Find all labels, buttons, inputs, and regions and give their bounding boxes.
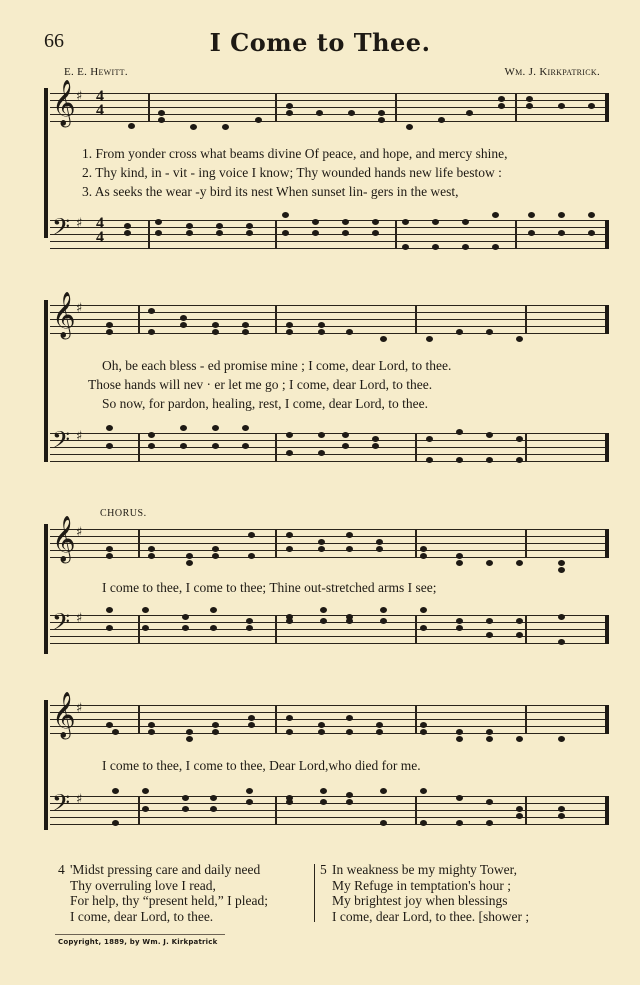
music-system-2 (44, 292, 609, 480)
key-signature-sharp-icon: ♯ (76, 701, 83, 716)
verse-4 (58, 862, 268, 924)
verse-5 (320, 862, 529, 924)
verse-1-lyric-line-a: 1. From yonder cross what beams divine Of peace, and hope, and mercy shine, (82, 146, 508, 161)
key-signature-sharp-icon: ♯ (76, 611, 83, 626)
verse-3-lyric-line-a: 3. As seeks the wear -y bird its nest When sunset lin- gers in the west, (82, 184, 459, 199)
verse-line: My brightest joy when blessings (332, 893, 508, 908)
verse-number: 5 (320, 862, 327, 877)
treble-staff (50, 692, 609, 738)
verse-line: In weakness be my mighty Tower, (332, 862, 517, 877)
verse-line: For help, thy “present held,” I plead; (70, 893, 268, 908)
verse-line: I come, dear Lord, to thee. (70, 908, 214, 924)
verse-2-lyric-line-a: 2. Thy kind, in - vit - ing voice I know; Thy wounded hands new life bestow : (82, 165, 502, 180)
bass-clef-icon: 𝄢 (52, 789, 71, 822)
bass-staff (50, 608, 609, 643)
copyright-notice: Copyright, 1889, by Wm. J. Kirkpatrick (58, 938, 218, 946)
bass-staff (50, 789, 609, 824)
verse-line: I come, dear Lord, to thee. [shower ; (332, 908, 530, 924)
treble-staff (50, 516, 609, 562)
bass-staff (50, 213, 609, 248)
music-system-chorus-1 (44, 508, 609, 668)
verse-line: Thy overruling love I read, (70, 877, 216, 893)
verse-2-lyric-line-b: Those hands will nev · er let me go ; I come, dear Lord, to thee. (88, 377, 433, 392)
music-system-chorus-2 (44, 692, 609, 840)
page-number: 66 (44, 30, 64, 52)
verse-3-lyric-line-b: So now, for pardon, healing, rest, I come, dear Lord, to thee. (102, 396, 429, 411)
hymn-title: I Come to Thee. (209, 28, 431, 57)
key-signature-sharp-icon: ♯ (76, 89, 83, 104)
time-signature: 4 4 (96, 88, 104, 119)
treble-clef-icon: 𝄞 (52, 692, 76, 738)
chorus-label: CHORUS. (100, 508, 147, 519)
verse-divider (314, 864, 315, 922)
chorus-lyric-line-1: I come to thee, I come to thee; Thine out-stretched arms I see; (102, 580, 437, 595)
key-signature-sharp-icon: ♯ (76, 216, 83, 231)
time-signature: 4 4 (96, 215, 104, 246)
bass-clef-icon: 𝄢 (52, 608, 71, 641)
treble-staff (50, 80, 609, 126)
lyricist-credit: E. E. Hewitt. (64, 66, 128, 78)
key-signature-sharp-icon: ♯ (76, 301, 83, 316)
key-signature-sharp-icon: ♯ (76, 429, 83, 444)
verse-1-lyric-line-b: Oh, be each bless - ed promise mine ; I come, dear Lord, to thee. (102, 358, 452, 373)
treble-staff (50, 292, 609, 338)
treble-clef-icon: 𝄞 (52, 292, 76, 338)
verse-line: My Refuge in temptation's hour ; (332, 877, 512, 893)
verse-line: 'Midst pressing care and daily need (70, 862, 261, 877)
verse-number: 4 (58, 862, 65, 877)
bass-clef-icon: 𝄢 (52, 426, 71, 459)
chorus-lyric-line-2: I come to thee, I come to thee, Dear Lord,who died for me. (102, 758, 421, 773)
system-brace (44, 88, 48, 238)
key-signature-sharp-icon: ♯ (76, 792, 83, 807)
composer-credit: Wm. J. Kirkpatrick. (504, 66, 600, 78)
key-signature-sharp-icon: ♯ (76, 525, 83, 540)
music-system-1 (44, 80, 609, 278)
bass-staff (50, 426, 609, 461)
treble-clef-icon: 𝄞 (52, 80, 76, 126)
footer-rule (55, 934, 225, 935)
treble-clef-icon: 𝄞 (52, 516, 76, 562)
bass-clef-icon: 𝄢 (52, 213, 71, 246)
